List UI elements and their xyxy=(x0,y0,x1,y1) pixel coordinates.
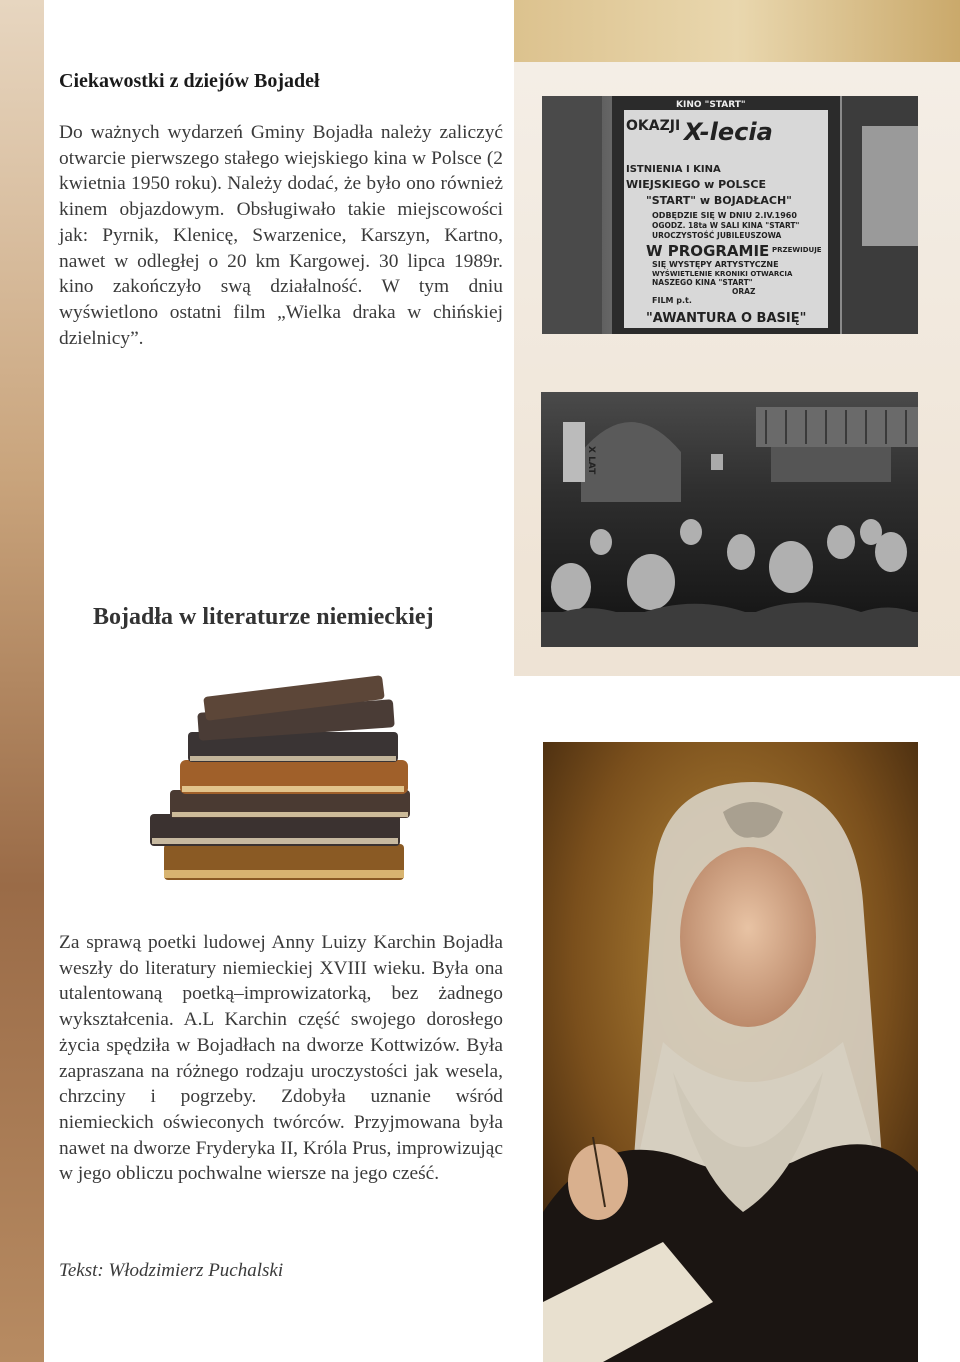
poster-line-4: "START" w BOJADŁACH" xyxy=(646,194,792,207)
poster-line-12: NASZEGO KINA "START" xyxy=(652,278,753,287)
poster-line-3: WIEJSKIEGO w POLSCE xyxy=(626,178,767,191)
poster-line-15: "AWANTURA O BASIĘ" xyxy=(646,311,807,326)
left-decorative-band xyxy=(0,0,44,1362)
books-stack-image xyxy=(140,674,420,886)
poster-line-10: SIĘ WYSTĘPY ARTYSTYCZNE xyxy=(652,260,779,269)
article-heading: Ciekawostki z dziejów Bojadeł xyxy=(59,70,320,92)
karsch-portrait xyxy=(543,742,918,1362)
poster-line-9: PRZEWIDUJE xyxy=(772,246,822,254)
poster-header: KINO "START" xyxy=(676,100,746,110)
poster-line-7: UROCZYSTOŚĆ JUBILEUSZOWA xyxy=(652,231,782,240)
cinema-poster-photo xyxy=(542,96,918,334)
poster-line-11: WYŚWIETLENIE KRONIKI OTWARCIA xyxy=(652,270,793,278)
poster-line-14: FILM p.t. xyxy=(652,296,692,305)
poster-line-8: W PROGRAMIE xyxy=(646,242,770,260)
poster-line-6: OGODZ. 18ta W SALI KINA "START" xyxy=(652,221,800,230)
poster-line-0: OKAZJI xyxy=(626,118,681,134)
poster-line-13: ORAZ xyxy=(732,287,756,296)
top-right-decorative-band xyxy=(514,0,960,62)
cinema-audience-photo xyxy=(541,392,918,647)
cinema-sign: X LAT xyxy=(586,446,596,475)
section-title: Bojadła w literaturze niemieckiej xyxy=(93,604,434,630)
poster-line-5: ODBĘDZIE SIĘ W DNIU 2.IV.1960 xyxy=(652,211,797,220)
karsch-paragraph: Za sprawą poetki ludowej Anny Luizy Karchin Bojadła weszły do literatury niemieckiej XVIII wieku. Była ona utalentowaną poetką–improwizatorką, bez żadnego wykształcenia. A.L Karchin część swojego dorosłego życia spędziła w Bojadłach na dworze Kottwizów. Była zapraszana na różnego rodzaju uroczystości jak wesela, chrzciny i pogrzeby. Zdobyła uznanie wśród niemieckich oświeconych twórców. Przyjmowana była nawet na dworze Fryderyka II, Króla Prus, improwizując w jego obliczu pochwalne wiersze na jego cześć. xyxy=(59,932,503,1185)
poster-line-2: ISTNIENIA I KINA xyxy=(626,164,721,175)
author-credit: Tekst: Włodzimierz Puchalski xyxy=(59,1260,284,1281)
cinema-paragraph: Do ważnych wydarzeń Gminy Bojadła należy zaliczyć otwarcie pierwszego stałego wiejskiego kina w Polsce (2 kwietnia 1950 roku). Należy dodać, że było ono również kinem objazdowym. Obsługiwało takie miejscowości jak: Pyrnik, Klenicę, Swarzenice, Karszyn, Kartno, nawet w odległej o 20 km Kargowej. 30 lipca 1989r. kino zakończyło swą działalność. W tym dniu wyświetlono ostatni film „Wielka draka w chińskiej dzielnicy”. xyxy=(59,122,503,349)
poster-line-1: X-lecia xyxy=(684,118,773,146)
